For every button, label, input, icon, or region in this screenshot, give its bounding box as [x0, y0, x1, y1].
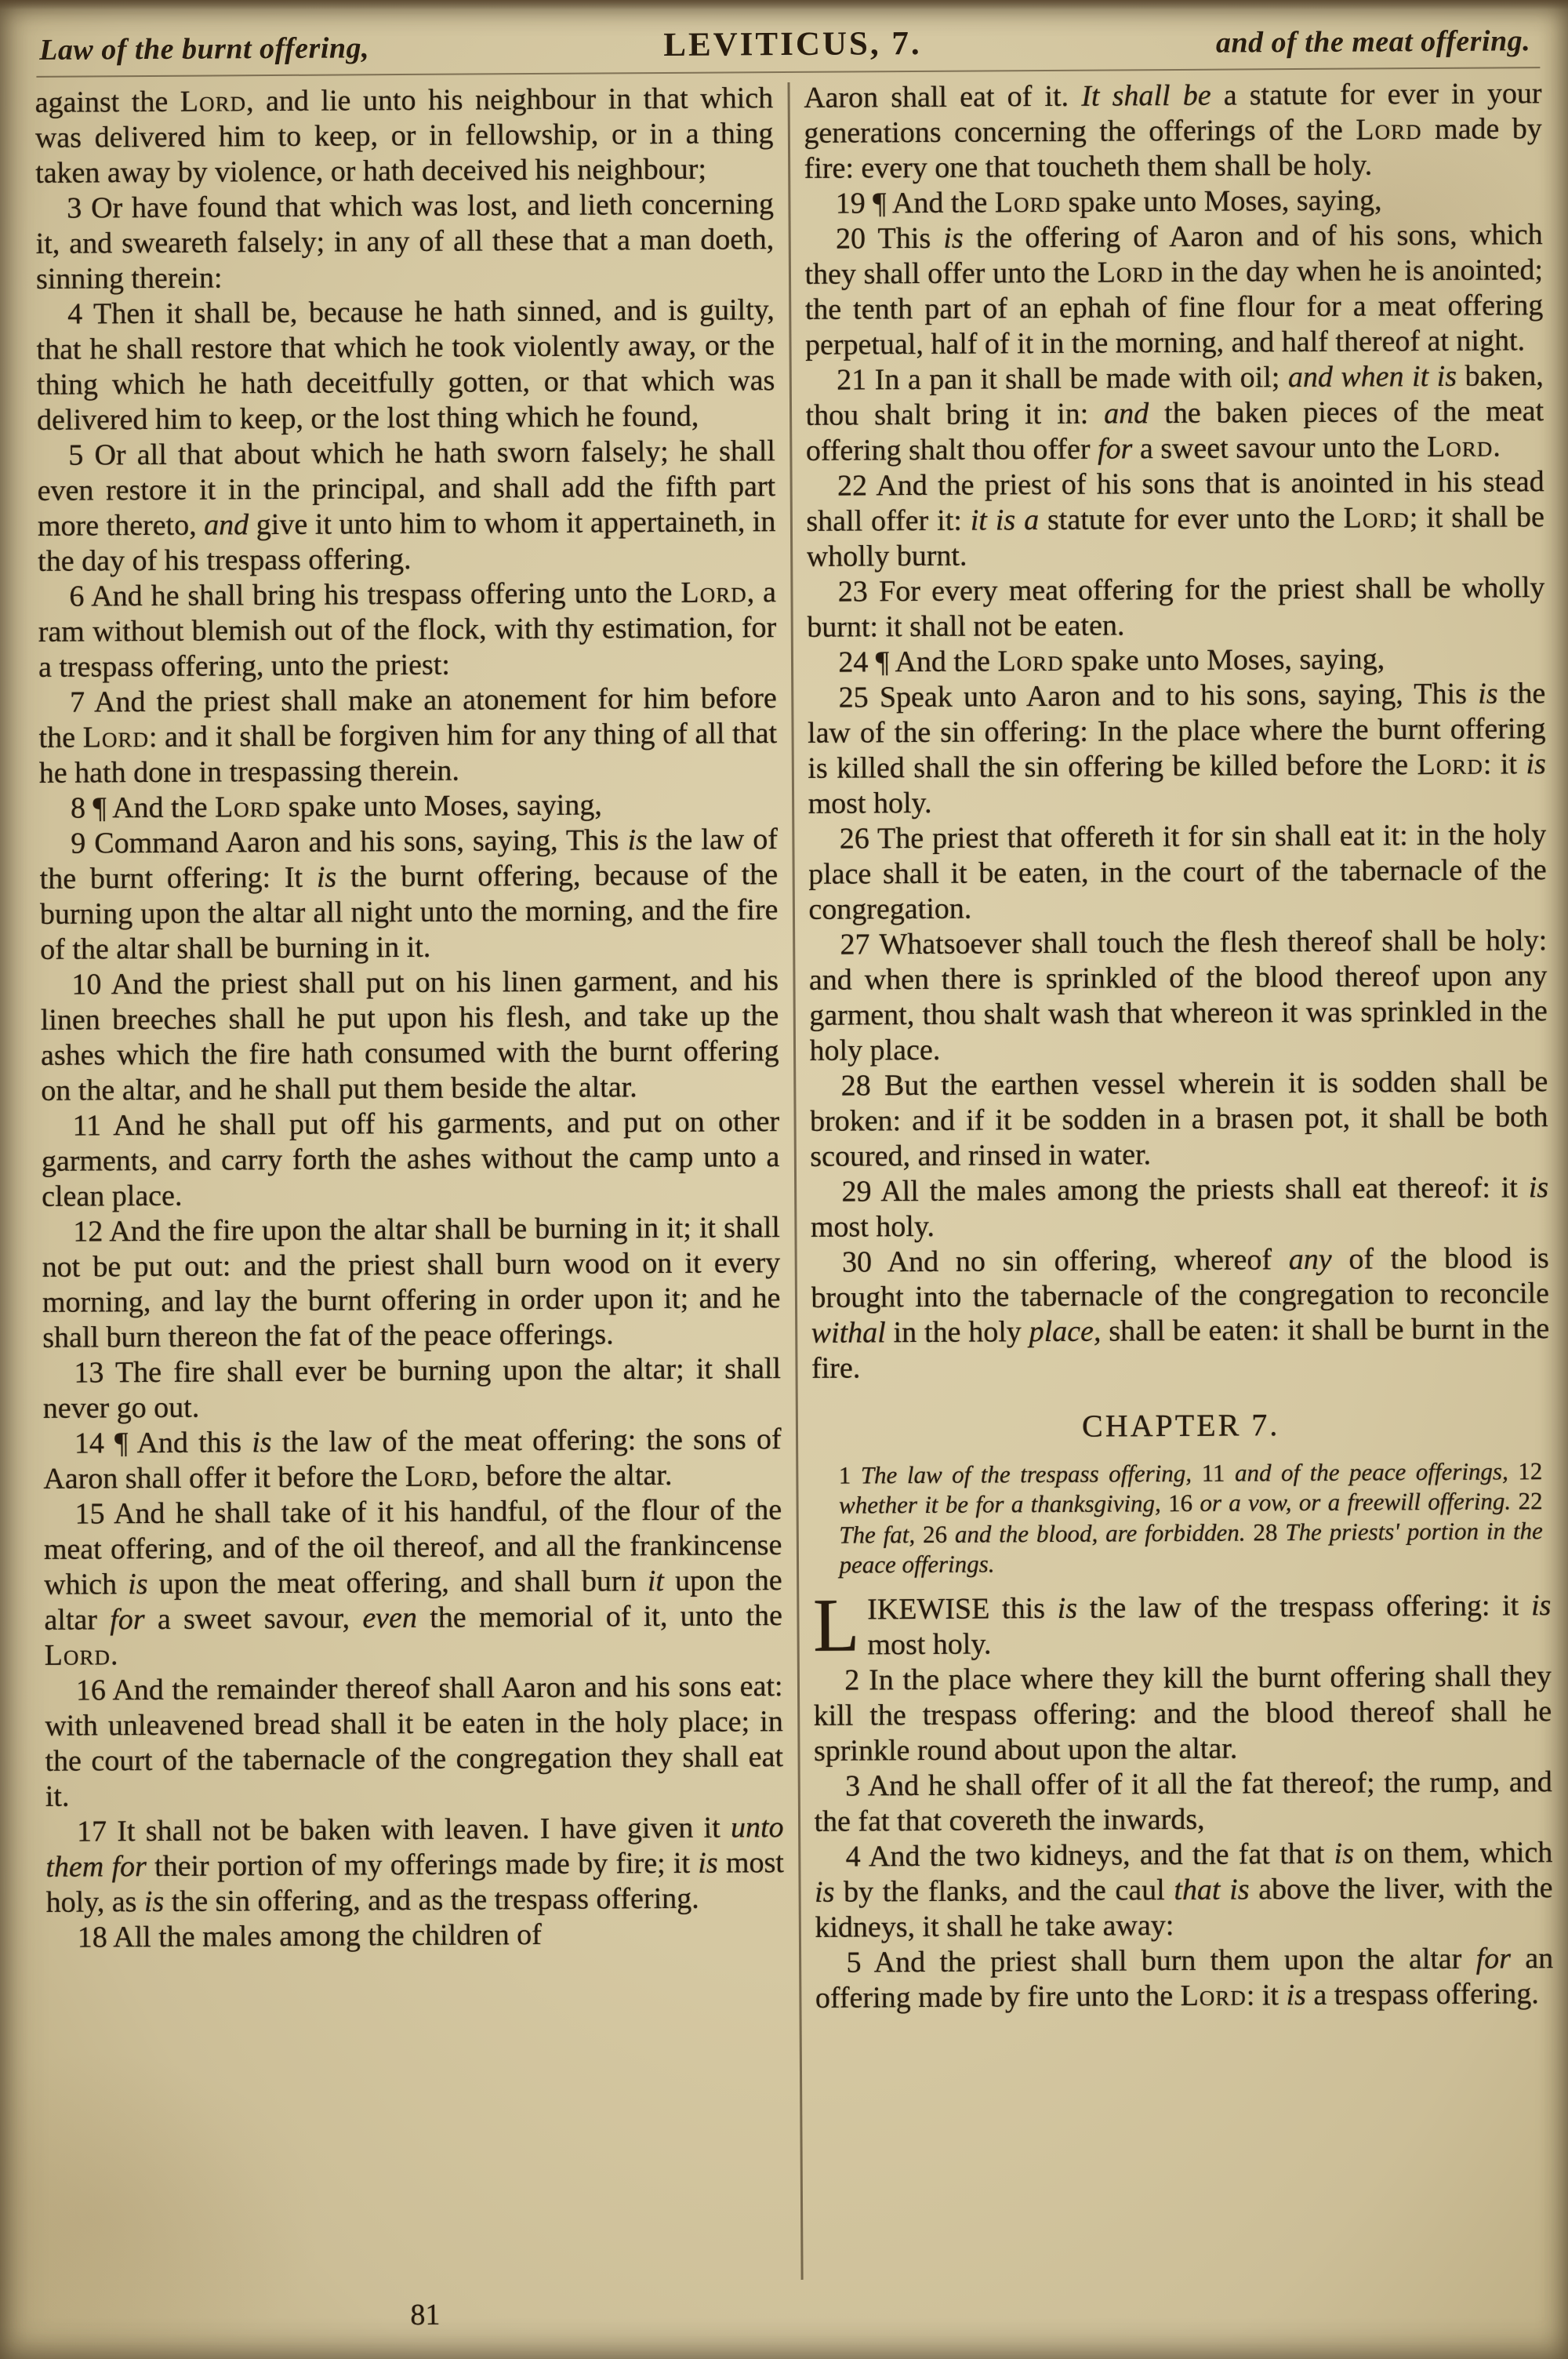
- verse-text: In a pan it shall be made with oil;: [874, 361, 1289, 397]
- verse-text: And he shall offer of it all the fat thereof; the rump, and the fat that covereth the inwards,: [814, 1765, 1552, 1838]
- verse-number: 10: [71, 968, 102, 1001]
- verse-text: above the liver, with the kidneys, it shall he take away:: [815, 1871, 1553, 1944]
- verse-text: And he shall bring his trespass offering unto the: [91, 576, 681, 613]
- italic-text: is: [143, 1885, 165, 1919]
- verse-text: on them, which: [1353, 1836, 1553, 1870]
- page-content: [34, 14, 1555, 2335]
- verse-6: [38, 575, 776, 685]
- italic-text: for: [1475, 1942, 1512, 1976]
- divine-name: Lord: [997, 644, 1064, 678]
- verse-text: Then it shall be, because he hath sinned, and is guilty, that he shall restore that which he took violently away, or the thing which he hath deceitfully gotten, or that which was delivered him to keep, or the lost thing which he found,: [36, 293, 775, 437]
- verse-number: 7: [70, 685, 85, 719]
- verse-number: 20: [835, 222, 866, 256]
- left-column: [35, 81, 787, 2289]
- verse-number: 4: [845, 1840, 861, 1874]
- verse-4: [815, 1835, 1553, 1946]
- verse-7: [38, 681, 777, 791]
- italic-text: is: [128, 1568, 148, 1601]
- verse-27: [809, 923, 1548, 1069]
- divine-name: Lord: [1343, 501, 1410, 535]
- italic-text: is: [252, 1426, 272, 1459]
- verse-text: IKEWISE this: [867, 1591, 1058, 1627]
- verse-number: 14 ¶: [74, 1427, 129, 1460]
- italic-text: withal: [811, 1316, 886, 1350]
- italic-text: even: [362, 1601, 418, 1635]
- italic-text: is: [1334, 1837, 1355, 1870]
- page-number: 81: [410, 2298, 441, 2332]
- verse-10: [40, 963, 779, 1109]
- verse-text: And no sin offering, whereof: [887, 1243, 1289, 1279]
- verse-number: 24 ¶: [838, 645, 890, 679]
- verse-number: 21: [837, 363, 867, 397]
- page-footer: [49, 2291, 1555, 2335]
- verse-21: [805, 358, 1544, 469]
- verse-number: 2: [844, 1663, 860, 1697]
- verse-number: 19 ¶: [835, 187, 887, 220]
- verse-text: 22: [1518, 1487, 1543, 1515]
- italic-text: is: [316, 860, 337, 894]
- verse-text: Or all that about which he hath sworn falsely; he shall even restore it in the principal, and shall add the fifth part more thereto,: [37, 434, 776, 543]
- verse-text: .: [110, 1638, 118, 1672]
- verse-number: 28: [840, 1069, 871, 1103]
- verse-text: against the: [34, 85, 180, 119]
- verse-text: spake unto Moses, saying,: [281, 788, 602, 823]
- verse-text: the law of the trespass offering: it: [1076, 1589, 1532, 1625]
- verse-text: 11: [1201, 1459, 1236, 1487]
- verse-number: 9: [71, 827, 86, 860]
- verse-number: 25: [838, 681, 869, 714]
- verse-12: [42, 1210, 781, 1356]
- divine-name: Lord: [994, 185, 1062, 220]
- verse-text: And the priest shall put on his linen garment, and his linen breeches shall he put upon his flesh, and take up the ashes which the fire hath consumed with the burnt offering on the altar, and he shall put them beside the altar.: [40, 964, 779, 1107]
- verse-text: And the: [891, 186, 995, 220]
- italic-text: is: [1526, 747, 1546, 781]
- verse-text: 12: [1518, 1457, 1543, 1485]
- verse-number: 5: [846, 1946, 862, 1979]
- verse-29: [811, 1170, 1549, 1245]
- verse-text: It shall not be baken with leaven. I have given it: [117, 1811, 731, 1848]
- verse-text: made by fire: every one that toucheth them shall be holy.: [804, 112, 1542, 185]
- verse-text: And the remainder thereof shall Aaron and his sons eat: with unleavened bread shall it be eaten in the holy place; in the court of the tabernacle of the congregation they shall eat it.: [45, 1670, 784, 1813]
- verse-2: [813, 1659, 1552, 1769]
- verse-24: [807, 641, 1545, 681]
- verse-26: [808, 817, 1547, 928]
- verse-number: 6: [69, 580, 85, 613]
- verse-text: 1: [838, 1461, 861, 1489]
- verse-15: [43, 1492, 782, 1674]
- verse-number: 27: [840, 928, 870, 961]
- italic-text: The priests' portion in the peace offerings.: [839, 1517, 1543, 1579]
- verse-text: by the flanks, and the caul: [834, 1874, 1174, 1909]
- verse-text: And he shall take of it his handful, of the flour of the meat offering, and of the oil thereof, and all the frankincense which: [43, 1493, 782, 1601]
- verse-30: [811, 1241, 1550, 1387]
- verse-20: [804, 217, 1544, 363]
- verse-text: Or have found that which was lost, and lieth concerning it, and sweareth falsely; in any of all these that a man doeth, sinning therein:: [35, 187, 775, 296]
- verse-text: : it: [1483, 747, 1526, 781]
- verse-text: the memorial of it, unto the: [416, 1599, 783, 1634]
- verse-text: All the males among the children of: [113, 1917, 542, 1954]
- verse-4: [36, 293, 775, 438]
- verse-text: And the: [112, 791, 216, 825]
- text-columns: [35, 76, 1555, 2289]
- running-head-left: Law of the burnt offering,: [39, 31, 370, 67]
- italic-text: and of the peace offerings,: [1234, 1457, 1519, 1487]
- verse-text: Command Aaron and his sons, saying, This: [94, 823, 628, 860]
- italic-text: for: [110, 1603, 145, 1637]
- verse-25: [808, 676, 1547, 822]
- verse-text: Aaron shall eat of it.: [803, 79, 1082, 114]
- verse-text: upon the meat offering, and shall burn: [147, 1565, 648, 1601]
- italic-text: is: [627, 823, 648, 857]
- italic-text: and: [1104, 397, 1149, 431]
- verse-text: in the holy: [885, 1315, 1029, 1350]
- column-divider: [787, 82, 803, 2280]
- verse-text: And the priest of his sons that is anointed in his stead shall offer it:: [806, 465, 1544, 538]
- verse-text: .: [1493, 430, 1501, 463]
- verse-text: upon the altar: [44, 1564, 782, 1637]
- italic-text: is: [1478, 677, 1498, 711]
- verse-8: [39, 787, 778, 827]
- verse-number: 13: [74, 1356, 104, 1390]
- running-head-right: and of the meat offering.: [1215, 24, 1531, 60]
- verse-text: 16: [1168, 1488, 1200, 1518]
- verse-13: [42, 1351, 781, 1427]
- verse-text: baken, thou shalt bring it in:: [805, 359, 1544, 432]
- verse-text: give it unto him to whom it appertaineth, in the day of his trespass offering.: [38, 505, 776, 578]
- divine-name: Lord: [44, 1638, 111, 1672]
- verse-5: [37, 434, 776, 580]
- italic-text: whether it be for a thanksgiving,: [838, 1489, 1169, 1519]
- verse-number: 30: [841, 1245, 873, 1279]
- verse-text: a sweet savour unto the: [1132, 431, 1428, 466]
- verse-text: : it: [1246, 1979, 1287, 2012]
- verse-text: the baken pieces of the meat offering shalt thou offer: [805, 394, 1544, 467]
- chapter-summary: [839, 1456, 1543, 1579]
- divine-name: Lord: [82, 720, 150, 754]
- verse-number: 4: [67, 297, 83, 331]
- verse-number: 11: [72, 1109, 102, 1143]
- book-title: LEVITICUS, 7.: [663, 24, 922, 64]
- verse-number: 22: [837, 469, 868, 503]
- verse-28: [810, 1064, 1548, 1175]
- verse-number: 18: [77, 1921, 107, 1954]
- verse-text: in the day when he is anointed; the tenth part of an ephah of fine flour for a meat offering perpetual, half of it in the morning, and half thereof at night.: [804, 253, 1544, 362]
- verse-text: statute for ever unto the: [1039, 501, 1344, 537]
- verse-text: And the priest shall make an atonement for him before the: [38, 682, 777, 754]
- verse-text: an offering made by fire unto the: [815, 1942, 1554, 2015]
- italic-text: The fat,: [839, 1520, 924, 1549]
- verse-text: the offering of Aaron and of his sons, which they shall offer unto the: [804, 218, 1543, 291]
- divine-name: Lord: [1180, 1979, 1247, 2012]
- italic-text: is: [814, 1875, 835, 1909]
- verse-text: spake unto Moses, saying,: [1063, 642, 1385, 678]
- verse-text: And the: [895, 645, 998, 679]
- verse-text: spake unto Moses, saying,: [1060, 184, 1382, 219]
- divine-name: Lord: [1356, 113, 1422, 147]
- verse-number: 16: [75, 1674, 107, 1707]
- verse-text: a statute for ever in your generations concerning the offerings of the: [804, 77, 1542, 150]
- verse-text: shall be eaten: it shall be burnt in the fire.: [811, 1312, 1550, 1385]
- verse-text: ; it shall be wholly burnt.: [806, 500, 1545, 573]
- verse-3: [35, 187, 774, 297]
- verse-text: For every meat offering for the priest shall be wholly burnt: it shall not be eaten.: [807, 571, 1545, 644]
- italic-text: is: [943, 221, 964, 255]
- italic-text: and the blood, are forbidden.: [954, 1518, 1254, 1548]
- italic-text: unto them for: [45, 1811, 784, 1884]
- verse-text: And the two kidneys, and the fat that: [868, 1837, 1334, 1874]
- verse-17: [45, 1810, 784, 1921]
- verse-number: 5: [68, 438, 84, 472]
- verse-text: And the priest shall burn them upon the altar: [873, 1942, 1476, 1979]
- verse-3: [814, 1765, 1552, 1840]
- italic-text: or a vow, or a freewill offering.: [1200, 1487, 1519, 1517]
- verse-text: most holy.: [867, 1627, 992, 1662]
- divine-name: Lord: [405, 1459, 472, 1494]
- verse-text: , a ram without blemish out of the flock, with thy estimation, for a trespass offering, unto the priest:: [38, 576, 777, 684]
- divine-name: Lord: [1097, 256, 1163, 289]
- verse-number: 8 ¶: [70, 791, 107, 825]
- verse-text: In the place where they kill the burnt offering shall they kill the trespass offering: and the blood thereof shall he sprinkle round about upon the altar.: [813, 1659, 1552, 1768]
- divine-name: Lord: [1417, 747, 1483, 782]
- italic-text: and when it is: [1287, 359, 1457, 394]
- verse-continuation: [35, 81, 774, 191]
- verse-text: The fire shall ever be burning upon the altar; it shall never go out.: [42, 1352, 782, 1425]
- verse-text: All the males among the priests shall eat thereof: it: [880, 1171, 1529, 1209]
- verse-text: , before the altar.: [470, 1458, 673, 1493]
- drop-cap: L: [812, 1583, 860, 1667]
- verse-text: But the earthen vessel wherein it is sodden shall be broken: and if it be sodden in a brasen pot, it shall be both scoured, and rinsed in water.: [809, 1065, 1548, 1173]
- italic-text: place,: [1029, 1314, 1102, 1349]
- verse-text: a sweet savour,: [144, 1601, 363, 1637]
- verse-9: [39, 822, 779, 968]
- verse-text: Speak unto Aaron and to his sons, saying, This: [879, 677, 1479, 714]
- verse-text: And this: [136, 1426, 252, 1460]
- verse-19: [804, 182, 1543, 222]
- verse-text: And he shall put off his garments, and put on other garments, and carry forth the ashes without the camp unto a clean place.: [41, 1105, 780, 1213]
- divine-name: Lord: [180, 85, 247, 118]
- verse-text: , and lie unto his neighbour in that which was delivered him to keep, or in fellowship, or in a thing taken away by violence, or hath deceived his neighbour;: [34, 82, 774, 190]
- verse-number: 3: [67, 191, 82, 225]
- verse-text: their portion of my offerings made by fire; it: [146, 1846, 699, 1884]
- italic-text: is: [1528, 1171, 1549, 1205]
- divine-name: Lord: [1426, 430, 1494, 464]
- verse-continuation: [804, 76, 1542, 187]
- verse-text: the law of the sin offering: In the place where the burnt offering is killed shall the sin offering be killed before the: [807, 677, 1546, 785]
- page-number-area: [49, 2295, 802, 2335]
- verse-5: [815, 1941, 1554, 2016]
- verse-text: most holy.: [810, 1209, 935, 1244]
- divine-name: Lord: [214, 790, 281, 824]
- verse-text: most holy, as: [45, 1846, 784, 1919]
- verse-text: of the blood is brought into the tabernacle of the congregation to reconcile: [811, 1241, 1550, 1314]
- verse-number: 15: [74, 1497, 105, 1531]
- verse-text: 28: [1253, 1518, 1286, 1547]
- verse-number: 29: [841, 1175, 872, 1209]
- verse-number: 17: [76, 1815, 107, 1848]
- verse-number: 23: [837, 575, 868, 609]
- verse-text: most holy.: [808, 786, 932, 820]
- verse-18: [46, 1916, 785, 1956]
- verse-text: the law of the burnt offering: It: [39, 823, 779, 896]
- verse-text: The priest that offereth it for sin shall eat it: in the holy place shall it be eaten, in the court of the tabernacle of the congregation.: [808, 818, 1547, 926]
- italic-text: it: [647, 1565, 664, 1598]
- italic-text: It shall be: [1081, 78, 1211, 113]
- verse-text: the law of the meat offering: the sons of Aaron shall offer it before the: [43, 1423, 782, 1496]
- verse-text: Whatsoever shall touch the flesh thereof shall be holy: and when there is sprinkled of the blood thereof upon any garment, thou shalt wash that whereon it was sprinkled in the holy place.: [808, 924, 1548, 1067]
- verse-1-dropcap: [812, 1583, 1552, 1667]
- page-header: [34, 14, 1541, 73]
- verse-text: the sin offering, and as the trespass offering.: [164, 1881, 699, 1918]
- italic-text: any: [1288, 1242, 1332, 1277]
- right-column: [804, 76, 1555, 2284]
- italic-text: for: [1097, 432, 1133, 466]
- italic-text: The law of the trespass offering,: [860, 1459, 1202, 1489]
- verse-text: : and it shall be forgiven him for any thing of all that he hath done in trespassing therein.: [38, 717, 778, 790]
- verse-14: [43, 1422, 782, 1497]
- verse-11: [41, 1104, 779, 1215]
- verse-22: [806, 464, 1544, 575]
- verse-16: [45, 1669, 784, 1815]
- italic-text: that is: [1174, 1873, 1250, 1907]
- divine-name: Lord: [681, 576, 747, 609]
- italic-text: is: [1057, 1591, 1078, 1625]
- chapter-heading: CHAPTER 7.: [1081, 1407, 1280, 1444]
- verse-number: 26: [839, 822, 869, 856]
- italic-text: is: [698, 1846, 718, 1880]
- verse-text: the burnt offering, because of the burning upon the altar all night unto the morning, and the fire of the altar shall be burning in it.: [39, 858, 779, 966]
- verse-text: a trespass offering.: [1305, 1977, 1539, 2012]
- italic-text: it is a: [970, 503, 1040, 537]
- verse-text: This: [877, 221, 944, 256]
- italic-text: is: [1286, 1979, 1307, 2012]
- italic-text: is: [1530, 1589, 1552, 1623]
- verse-23: [807, 570, 1545, 645]
- italic-text: and: [204, 508, 249, 542]
- verse-text: And the fire upon the altar shall be burning in it; it shall not be put out: and the priest shall burn wood on it every morning, and lay the burnt offering in order upon it; and he shall burn thereon the fat of the peace offerings.: [42, 1211, 781, 1354]
- verse-text: 26: [922, 1520, 955, 1548]
- verse-number: 3: [845, 1769, 861, 1803]
- verse-number: 12: [73, 1215, 103, 1249]
